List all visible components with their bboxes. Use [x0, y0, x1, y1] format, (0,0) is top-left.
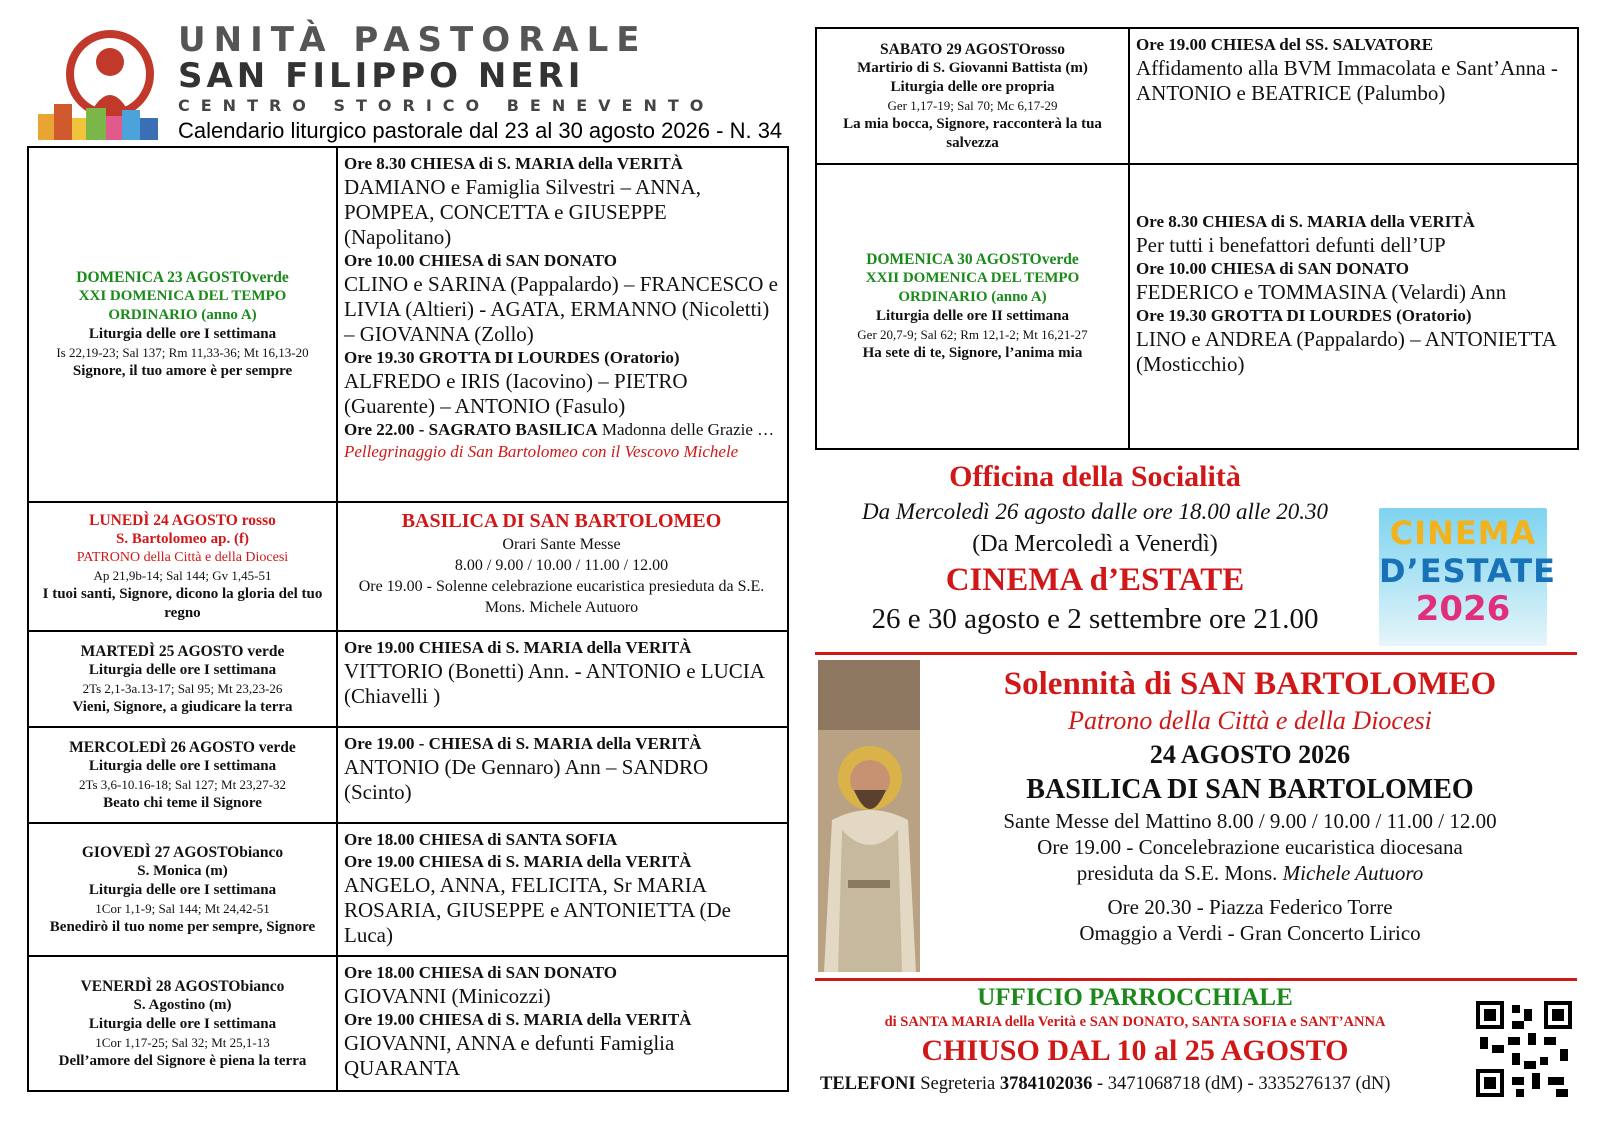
- solennita-line: Ore 20.30 - Piazza Federico Torre: [1107, 895, 1393, 919]
- phones-line: [820, 1072, 1390, 1096]
- officina-section: [815, 458, 1375, 638]
- left-calendar-table: [27, 146, 789, 1092]
- mass-heading: Ore 19.00 CHIESA di S. MARIA della VERITÀ: [344, 638, 692, 657]
- day-cell: [817, 29, 1130, 163]
- solennita-title: Solennità di SAN BARTOLOMEO: [1003, 666, 1497, 702]
- event-italic: Pellegrinaggio di San Bartolomeo con il Vescovo Michele: [344, 442, 739, 461]
- solennita-subtitle: Patrono della Città e della Diocesi: [1068, 706, 1432, 735]
- event-text: Madonna delle Grazie …: [597, 420, 775, 439]
- cinema-dates: 26 e 30 agosto e 2 settembre ore 21.00: [871, 603, 1319, 635]
- solennita-date: 24 AGOSTO 2026: [1149, 740, 1351, 769]
- mass-heading: Ore 10.00 CHIESA di SAN DONATO: [1136, 259, 1409, 278]
- day-title: DOMENICA 23 AGOSTOverde: [76, 269, 289, 286]
- officina-days: (Da Mercoledì a Venerdì): [972, 531, 1218, 557]
- day-row: [29, 824, 787, 957]
- day-readings: Ger 1,17-19; Sal 70; Mc 6,17-29: [887, 97, 1058, 113]
- day-liturgy: Liturgia delle ore I settimana: [88, 326, 277, 342]
- mass-heading: Ore 8.30 CHIESA di S. MARIA della VERITÀ: [344, 154, 683, 173]
- intentions-cell: [1130, 165, 1577, 448]
- header: [28, 18, 788, 146]
- day-subtitle: S. Bartolomeo ap. (f): [116, 530, 249, 547]
- intentions-cell: [338, 148, 787, 501]
- cinema-title: CINEMA d’ESTATE: [945, 562, 1245, 598]
- day-row: [817, 29, 1577, 165]
- phones-label: TELEFONI: [820, 1074, 916, 1094]
- cinema-logo-line1: CINEMA: [1389, 514, 1537, 552]
- officina-schedule: Da Mercoledì 26 agosto dalle ore 18.00 alle 20.30: [862, 499, 1328, 524]
- day-liturgy: Liturgia delle ore I settimana: [88, 661, 277, 678]
- mass-heading: Ore 8.30 CHIESA di S. MARIA della VERITÀ: [1136, 212, 1475, 231]
- officina-title: Officina della Socialità: [949, 460, 1241, 493]
- phone-numbers: - 3471068718 (dM) - 3335276137 (dN): [1092, 1074, 1391, 1094]
- day-liturgy: Liturgia delle ore I settimana: [88, 1015, 277, 1032]
- day-readings: 1Cor 1,1-9; Sal 144; Mt 24,42-51: [95, 900, 270, 916]
- intentions-cell: [338, 503, 787, 630]
- mass-heading: Ore 18.00 CHIESA di SANTA SOFIA: [344, 830, 618, 849]
- day-readings: 2Ts 3,6-10.16-18; Sal 127; Mt 23,27-32: [78, 776, 287, 792]
- day-cell: [29, 632, 338, 726]
- day-psalm: La mia bocca, Signore, racconterà la tua salvezza: [843, 115, 1102, 151]
- day-row: [29, 503, 787, 632]
- day-psalm: Dell’amore del Signore è piena la terra: [58, 1052, 307, 1069]
- mass-heading: Ore 10.00 CHIESA di SAN DONATO: [344, 251, 617, 270]
- day-psalm: Benedirò il tuo nome per sempre, Signore: [49, 918, 316, 935]
- day-psalm: Ha sete di te, Signore, l’anima mia: [862, 345, 1083, 361]
- ufficio-section: [815, 984, 1455, 1070]
- intentions-cell: [1130, 29, 1577, 163]
- day-title: SABATO 29 AGOSTOrosso: [880, 40, 1065, 58]
- solennita-section: [940, 664, 1560, 946]
- day-subtitle: S. Agostino (m): [133, 996, 232, 1013]
- cinema-logo: [1379, 508, 1556, 646]
- day-readings: 1Cor 1,17-25; Sal 32; Mt 25,1-13: [95, 1034, 270, 1050]
- day-row: [29, 957, 787, 1090]
- day-readings: 2Ts 2,1-3a.13-17; Sal 95; Mt 23,23-26: [82, 680, 283, 696]
- day-row: [29, 148, 787, 503]
- intentions-cell: [338, 728, 787, 822]
- cinema-logo-line2: D’ESTATE: [1379, 552, 1556, 590]
- day-liturgy: Liturgia delle ore II settimana: [875, 308, 1070, 324]
- solennita-line: Ore 19.00 - Concelebrazione eucaristica diocesana: [1037, 835, 1463, 859]
- celebration-note: Ore 19.00 - Solenne celebrazione eucaristica presieduta da S.E. Mons. Michele Autuoro: [358, 578, 765, 616]
- mass-intentions: Per tutti i benefattori defunti dell’UP: [1136, 233, 1446, 257]
- mass-intentions: GIOVANNI, ANNA e defunti Famiglia QUARANTA: [344, 1031, 675, 1080]
- mass-intentions: GIOVANNI (Minicozzi): [344, 984, 551, 1008]
- saint-bartholomew-image: [818, 660, 920, 972]
- mass-heading: Ore 18.00 CHIESA di SAN DONATO: [344, 963, 617, 982]
- right-calendar-table: [815, 27, 1579, 450]
- divider: [815, 978, 1577, 981]
- org-line-1: UNITÀ PASTORALE: [178, 20, 648, 60]
- day-cell: [817, 165, 1130, 448]
- solennita-line: Omaggio a Verdi - Gran Concerto Lirico: [1079, 921, 1421, 945]
- ufficio-title: UFFICIO PARROCCHIALE: [977, 984, 1293, 1011]
- day-psalm: I tuoi santi, Signore, dicono la gloria del tuo regno: [42, 585, 323, 621]
- mass-intentions: VITTORIO (Bonetti) Ann. - ANTONIO e LUCIA (Chiavelli ): [344, 659, 764, 708]
- day-cell: [29, 503, 338, 630]
- org-line-3: CENTRO STORICO BENEVENTO: [178, 96, 715, 115]
- day-psalm: Beato chi teme il Signore: [103, 794, 262, 811]
- day-subtitle: ORDINARIO (anno A): [108, 307, 257, 323]
- day-row: [817, 165, 1577, 448]
- day-readings: Ger 20,7-9; Sal 62; Rm 12,1-2; Mt 16,21-27: [857, 327, 1088, 342]
- solennita-line: [940, 860, 1560, 886]
- solennita-presided: presiduta da S.E. Mons.: [1076, 861, 1283, 885]
- day-cell: [29, 148, 338, 501]
- day-subtitle: XXII DOMENICA DEL TEMPO: [865, 270, 1080, 286]
- day-subtitle: S. Monica (m): [137, 862, 228, 879]
- mass-intentions: CLINO e SARINA (Pappalardo) – FRANCESCO e LIVIA (Altieri) - AGATA, ERMANNO (Nicoletti) – GIOVANNA (Zollo): [344, 272, 778, 346]
- event-heading: Ore 22.00 - SAGRATO BASILICA: [344, 420, 598, 439]
- intentions-cell: [338, 632, 787, 726]
- ufficio-closed: CHIUSO DAL 10 al 25 AGOSTO: [921, 1034, 1349, 1067]
- day-row: [29, 728, 787, 824]
- day-liturgy: Liturgia delle ore I settimana: [88, 881, 277, 898]
- mass-heading: Ore 19.00 CHIESA del SS. SALVATORE: [1136, 35, 1434, 54]
- solennita-masses: Sante Messe del Mattino 8.00 / 9.00 / 10.00 / 11.00 / 12.00: [1003, 809, 1497, 833]
- day-subtitle: Martirio di S. Giovanni Battista (m): [857, 59, 1088, 76]
- mass-intentions: ALFREDO e IRIS (Iacovino) – PIETRO (Guarente) – ANTONIO (Fasulo): [344, 369, 688, 418]
- mass-heading: Ore 19.00 CHIESA di S. MARIA della VERITÀ: [344, 1010, 692, 1029]
- day-title: GIOVEDÌ 27 AGOSTObianco: [81, 843, 284, 861]
- mass-intentions: Affidamento alla BVM Immacolata e Sant’Anna - ANTONIO e BEATRICE (Palumbo): [1136, 56, 1558, 105]
- day-title: MERCOLEDÌ 26 AGOSTO verde: [69, 738, 296, 756]
- day-subtitle: ORDINARIO (anno A): [898, 289, 1047, 305]
- mass-heading: Ore 19.00 CHIESA di S. MARIA della VERITÀ: [344, 852, 692, 871]
- masses-times: 8.00 / 9.00 / 10.00 / 11.00 / 12.00: [454, 557, 669, 574]
- logo: [32, 22, 162, 142]
- solennita-place: BASILICA DI SAN BARTOLOMEO: [1026, 774, 1474, 805]
- phones-segreteria: Segreteria: [915, 1074, 1000, 1094]
- intentions-cell: [338, 957, 787, 1090]
- mass-intentions: LINO e ANDREA (Pappalardo) – ANTONIETTA (Mosticchio): [1136, 327, 1556, 376]
- day-psalm: Vieni, Signore, a giudicare la terra: [72, 698, 293, 715]
- day-subtitle: PATRONO della Città e della Diocesi: [76, 549, 289, 565]
- org-line-2: SAN FILIPPO NERI: [178, 56, 585, 96]
- intentions-cell: [338, 824, 787, 955]
- day-readings: Ap 21,9b-14; Sal 144; Gv 1,45-51: [93, 567, 272, 583]
- mass-intentions: DAMIANO e Famiglia Silvestri – ANNA, POMPEA, CONCETTA e GIUSEPPE (Napolitano): [344, 175, 701, 249]
- event-note: [344, 419, 779, 463]
- ufficio-subtitle: di SANTA MARIA della Verità e SAN DONATO, SANTA SOFIA e SANT’ANNA: [884, 1014, 1386, 1030]
- mass-intentions: ANTONIO (De Gennaro) Ann – SANDRO (Scinto): [344, 755, 709, 804]
- basilica-heading: BASILICA DI SAN BARTOLOMEO: [401, 510, 722, 532]
- day-readings: Is 22,19-23; Sal 137; Rm 11,33-36; Mt 16,13-20: [56, 345, 309, 360]
- day-title: LUNEDÌ 24 AGOSTO rosso: [89, 511, 276, 529]
- divider: [815, 652, 1577, 655]
- mass-intentions: FEDERICO e TOMMASINA (Velardi) Ann: [1136, 280, 1507, 304]
- mass-heading: Ore 19.30 GROTTA DI LOURDES (Oratorio): [1136, 306, 1472, 325]
- mass-heading: Ore 19.30 GROTTA DI LOURDES (Oratorio): [344, 348, 680, 367]
- qr-code-icon: [1476, 1000, 1572, 1098]
- day-title: VENERDÌ 28 AGOSTObianco: [80, 977, 285, 995]
- day-subtitle: XXI DOMENICA DEL TEMPO: [78, 288, 287, 304]
- cinema-logo-line3: 2026: [1415, 589, 1511, 629]
- day-title: MARTEDÌ 25 AGOSTO verde: [80, 642, 285, 660]
- solennita-bishop: Michele Autuoro: [1282, 861, 1424, 885]
- phone-number: 3784102036: [999, 1074, 1093, 1094]
- day-row: [29, 632, 787, 728]
- mass-intentions: ANGELO, ANNA, FELICITA, Sr MARIA ROSARIA, GIUSEPPE e ANTONIETTA (De Luca): [344, 873, 732, 947]
- day-liturgy: Liturgia delle ore I settimana: [88, 757, 277, 774]
- day-psalm: Signore, il tuo amore è per sempre: [72, 363, 293, 379]
- day-cell: [29, 728, 338, 822]
- calendar-title: Calendario liturgico pastorale dal 23 al 30 agosto 2026 - N. 34: [178, 118, 783, 143]
- day-title: DOMENICA 30 AGOSTOverde: [866, 251, 1079, 268]
- masses-label: Orari Sante Messe: [502, 536, 621, 553]
- day-cell: [29, 957, 338, 1090]
- mass-heading: Ore 19.00 - CHIESA di S. MARIA della VERITÀ: [344, 734, 702, 753]
- day-liturgy: Liturgia delle ore propria: [890, 78, 1055, 95]
- day-cell: [29, 824, 338, 955]
